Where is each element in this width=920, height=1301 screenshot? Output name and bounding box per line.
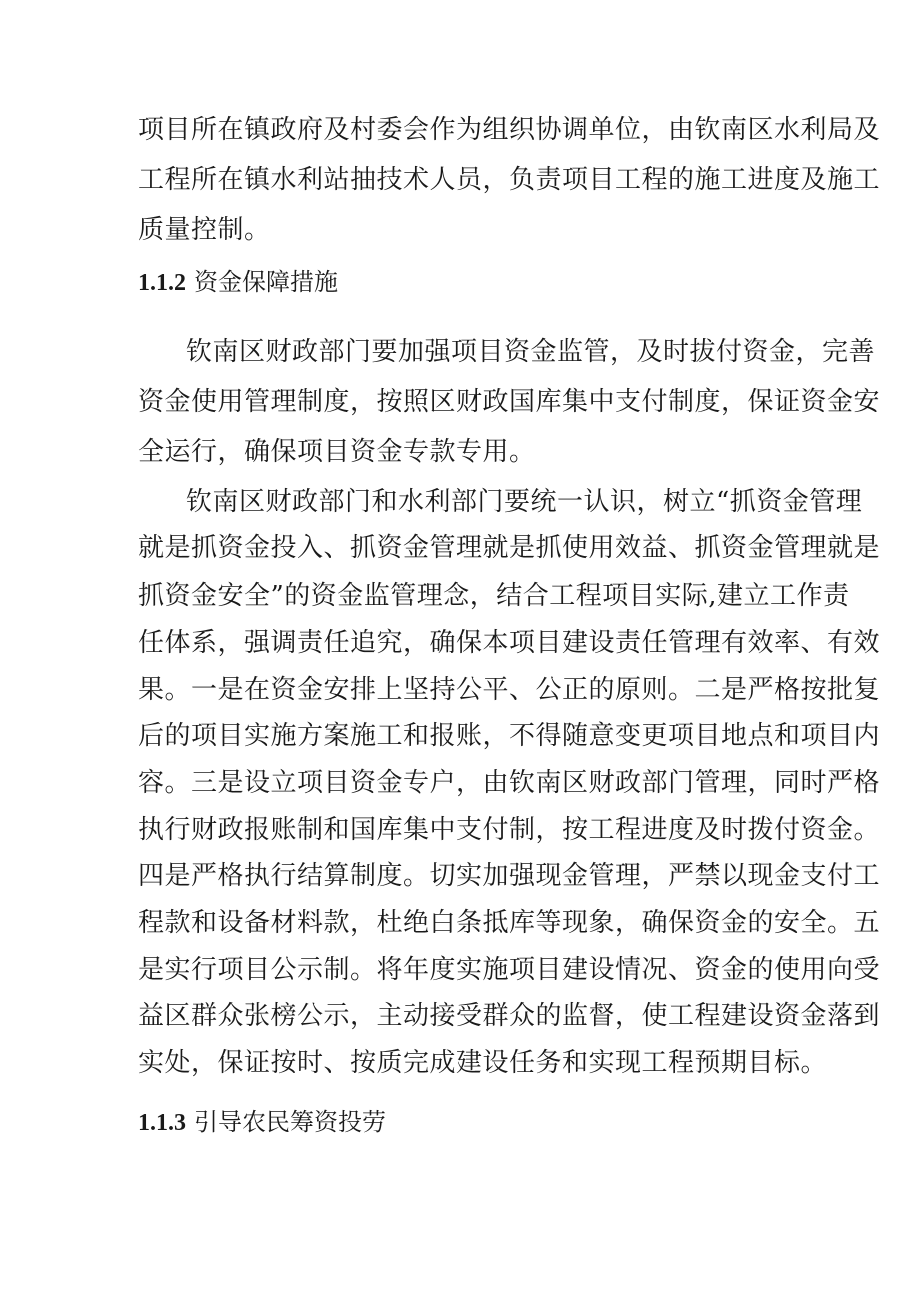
section-number: 1.1.3 [138, 1110, 186, 1136]
section-number: 1.1.2 [138, 270, 186, 296]
para2-line-3: 抓资金安全”的资金监管理念，结合工程项目实际,建立工作责 [138, 581, 850, 611]
para2-line-1: 钦南区财政部门和水利部门要统一认识，树立“抓资金管理 [186, 487, 863, 517]
para1-line-1: 钦南区财政部门要加强项目资金监管，及时拔付资金，完善 [186, 337, 876, 367]
para2-line-5: 果。一是在资金安排上坚持公平、公正的原则。二是严格按批复 [138, 675, 881, 705]
section-heading-1-1-2 [138, 264, 338, 301]
para2-line-7: 容。三是设立项目资金专户，由钦南区财政部门管理，同时严格 [138, 768, 881, 798]
section-heading-1-1-3 [138, 1104, 386, 1141]
intro-line-3: 质量控制。 [138, 215, 271, 245]
para2-line-12: 益区群众张榜公示，主动接受群众的监督，使工程建设资金落到 [138, 1001, 881, 1031]
section-title: 资金保障措施 [194, 268, 338, 296]
para2-line-10: 程款和设备材料款，杜绝白条抵库等现象，确保资金的安全。五 [138, 908, 881, 938]
intro-line-2: 工程所在镇水利站抽技术人员，负责项目工程的施工进度及施工 [138, 165, 881, 195]
para2-line-8: 执行财政报账制和国库集中支付制，按工程进度及时拨付资金。 [138, 815, 881, 845]
para1-line-3: 全运行，确保项目资金专款专用。 [138, 437, 536, 467]
section-title: 引导农民筹资投劳 [194, 1108, 386, 1136]
para2-line-13: 实处，保证按时、按质完成建设任务和实现工程预期目标。 [138, 1048, 828, 1078]
para2-line-11: 是实行项目公示制。将年度实施项目建设情况、资金的使用向受 [138, 955, 881, 985]
para2-line-9: 四是严格执行结算制度。切实加强现金管理，严禁以现金支付工 [138, 861, 881, 891]
para1-line-2: 资金使用管理制度，按照区财政国库集中支付制度，保证资金安 [138, 387, 881, 417]
para2-line-2: 就是抓资金投入、抓资金管理就是抓使用效益、抓资金管理就是 [138, 533, 881, 563]
para2-line-4: 任体系，强调责任追究，确保本项目建设责任管理有效率、有效 [138, 628, 881, 658]
intro-line-1: 项目所在镇政府及村委会作为组织协调单位，由钦南区水利局及 [138, 115, 881, 145]
para2-line-6: 后的项目实施方案施工和报账，不得随意变更项目地点和项目内 [138, 721, 881, 751]
